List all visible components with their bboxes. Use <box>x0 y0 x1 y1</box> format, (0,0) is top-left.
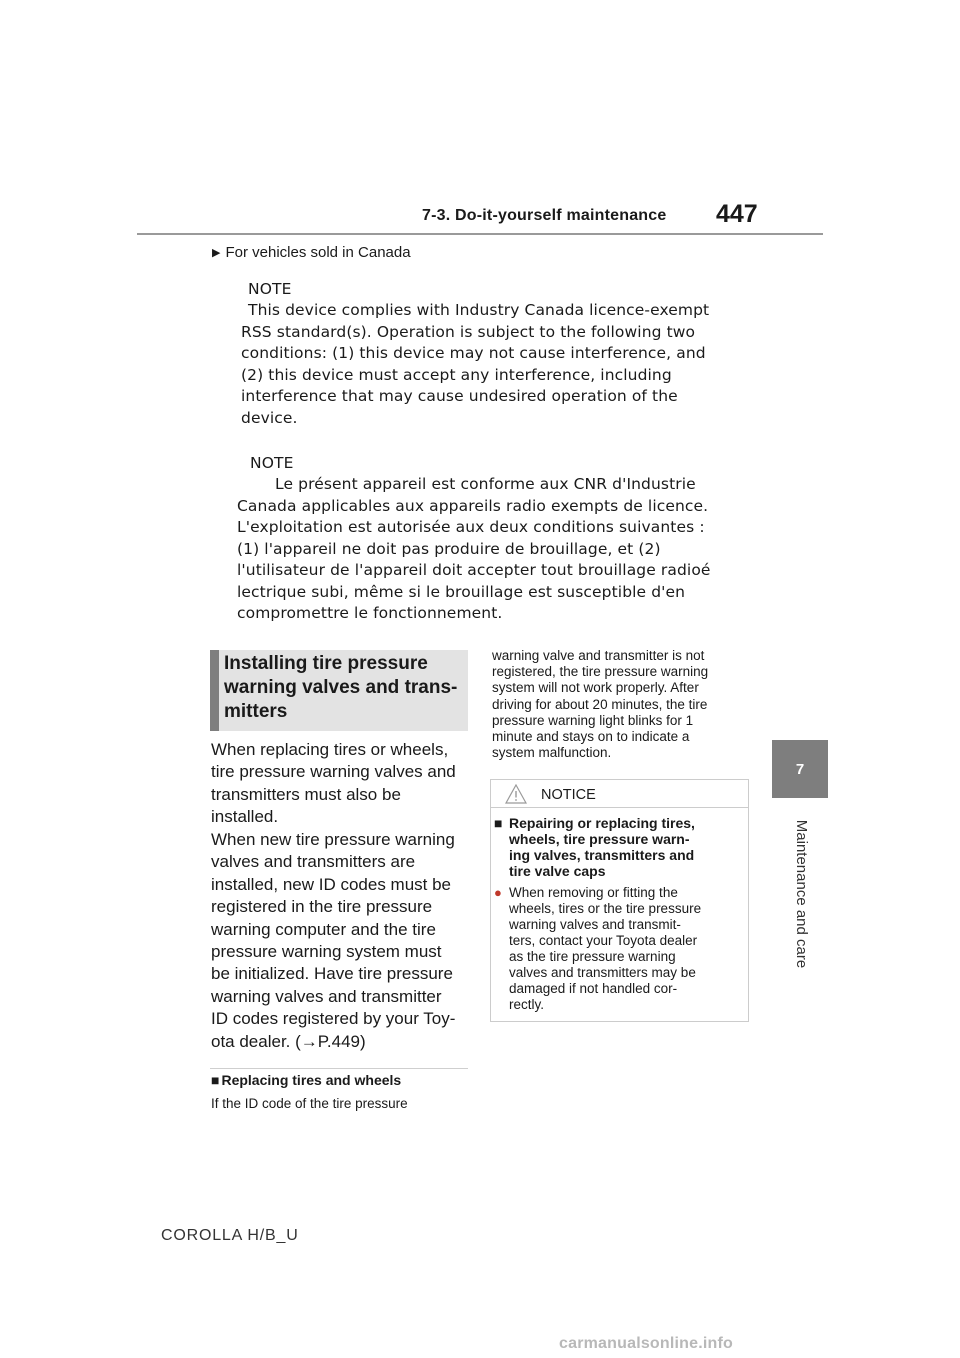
note-line: L'exploitation est autorisée aux deux conditions suivantes : <box>237 518 705 536</box>
body-paragraph-1 <box>211 739 471 829</box>
body-line: valves and transmitters are <box>211 852 416 872</box>
note-line: Canada applicables aux appareils radio exempts de licence. <box>237 496 709 515</box>
note-line: l'utilisateur de l'appareil doit accepter tout brouillage radioé <box>237 561 711 579</box>
body-line: system will not work properly. After <box>492 680 699 696</box>
warning-triangle-icon <box>505 784 527 804</box>
notice-item-line: wheels, tires or the tire pressure <box>509 901 702 916</box>
notice-header <box>490 779 749 808</box>
notice-heading-line: tire valve caps <box>509 863 606 879</box>
body-line: When new tire pressure warning <box>211 830 455 849</box>
circle-bullet-icon: ● <box>494 885 502 900</box>
subsection-divider <box>210 1068 468 1069</box>
body-paragraph-2 <box>211 829 471 1053</box>
notice-item-line: When removing or fitting the <box>509 885 678 900</box>
body-line: When replacing tires or wheels, <box>211 740 449 759</box>
body-line: pressure warning system must <box>211 942 442 962</box>
notice-item-line: warning valves and transmit- <box>509 917 681 932</box>
body-line: system malfunction. <box>492 745 612 761</box>
body-line: warning valve and transmitter is not <box>492 648 705 663</box>
triangle-right-icon: ▶ <box>212 247 221 259</box>
notice-item-line: as the tire pressure warning <box>509 949 676 964</box>
note-line: Le présent appareil est conforme aux CNR d'Industrie <box>275 475 696 493</box>
notice-item <box>494 885 744 1012</box>
page-reference-line[interactable]: ota dealer. (→P.449) <box>211 1031 366 1051</box>
body-line: warning computer and the tire <box>211 919 436 939</box>
notice-heading-text <box>509 815 737 879</box>
square-bullet-icon: ■ <box>211 1072 220 1088</box>
header-divider <box>137 233 823 235</box>
body-line: transmitters must also be <box>211 784 401 804</box>
body-line: driving for about 20 minutes, the tire <box>492 696 708 712</box>
notice-heading-line: wheels, tire pressure warn- <box>509 831 690 847</box>
note-fr-body <box>237 474 737 625</box>
body-line: installed. <box>211 807 279 827</box>
intro-text: For vehicles sold in Canada <box>225 244 411 261</box>
notice-heading-line: ing valves, transmitters and <box>509 847 695 863</box>
notice-item-line: rectly. <box>509 997 545 1012</box>
note-line: lectrique subi, même si le brouillage est susceptible d'en <box>237 582 686 601</box>
subsection-heading-text: Replacing tires and wheels <box>221 1072 402 1088</box>
body-line: be initialized. Have tire pressure <box>211 964 453 984</box>
note-line: conditions: (1) this device may not cause interference, and <box>241 344 706 362</box>
note-line: (2) this device must accept any interference, including <box>241 365 672 384</box>
page-number: 447 <box>716 200 758 228</box>
notice-item-line: damaged if not handled cor- <box>509 981 678 996</box>
chapter-label: Maintenance and care <box>793 819 810 969</box>
notice-heading-line: Repairing or replacing tires, <box>509 815 695 831</box>
body-line: tire pressure warning valves and <box>211 762 456 782</box>
footer-model: COROLLA H/B_U <box>161 1227 299 1244</box>
body-line: ID codes registered by your Toy- <box>211 1009 456 1029</box>
body-line: registered in the tire pressure <box>211 897 433 917</box>
notice-item-text <box>509 885 739 1013</box>
intro-line <box>212 244 411 261</box>
section-heading-line: Installing tire pressure <box>224 653 428 674</box>
notice-heading <box>494 815 744 879</box>
notice-title: NOTICE <box>541 787 596 803</box>
body-line: warning valves and transmitter <box>211 986 442 1006</box>
note-fr-title: NOTE <box>250 454 294 472</box>
subsection-text: If the ID code of the tire pressure <box>211 1096 408 1111</box>
section-heading-bar <box>210 650 219 731</box>
body-line: pressure warning light blinks for 1 <box>492 712 694 728</box>
note-en-body <box>241 300 741 429</box>
note-line: RSS standard(s). Operation is subject to the following two <box>241 322 696 341</box>
right-column-paragraph <box>492 648 754 761</box>
square-bullet-icon: ■ <box>494 815 503 831</box>
note-line: device. <box>241 408 298 427</box>
body-line: installed, new ID codes must be <box>211 874 452 894</box>
body-line: registered, the tire pressure warning <box>492 664 709 680</box>
notice-item-line: ters, contact your Toyota dealer <box>509 933 698 948</box>
body-line: minute and stays on to indicate a <box>492 729 690 745</box>
section-heading <box>224 652 464 724</box>
chapter-tab[interactable]: 7 <box>772 740 828 798</box>
section-heading-line: warning valves and trans- <box>224 677 458 698</box>
watermark[interactable]: carmanualsonline.info <box>559 1335 734 1352</box>
note-en-title: NOTE <box>248 280 292 298</box>
note-line: interference that may cause undesired operation of the <box>241 387 678 405</box>
section-title: 7-3. Do-it-yourself maintenance <box>422 207 667 224</box>
subsection-heading <box>211 1072 401 1088</box>
note-line: This device complies with Industry Canada licence-exempt <box>248 301 710 319</box>
note-line: (1) l'appareil ne doit pas produire de brouillage, et (2) <box>237 539 661 558</box>
notice-item-line: valves and transmitters may be <box>509 965 696 980</box>
note-line: compromettre le fonctionnement. <box>237 604 503 622</box>
section-heading-line: mitters <box>224 701 288 722</box>
